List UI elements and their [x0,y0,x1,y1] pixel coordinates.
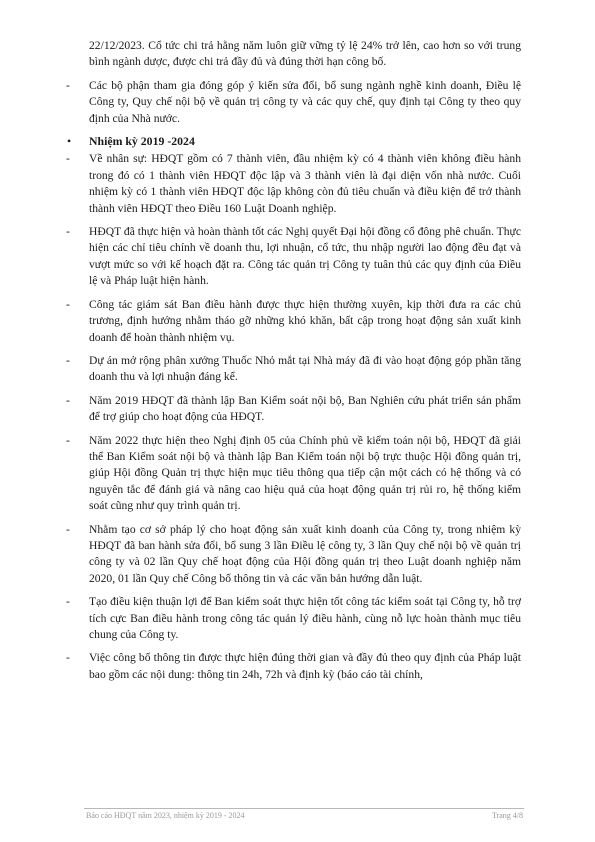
list-item-text: HĐQT đã thực hiện và hoàn thành tốt các Nghị quyết Đại hội đồng cổ đông phê chuẩn. Thực hiện các chỉ tiêu chính về doanh thu, lợi nhuận, cổ tức, thu nhập người lao động đều đạt và vượt mức so với kế hoạch đặt ra. Công tác quản trị Công ty tuân thủ các quy định của Điều lệ và Pháp luật hiện hành. [89,225,521,288]
list-item-text: Năm 2022 thực hiện theo Nghị định 05 của Chính phủ về kiểm toán nội bộ, HĐQT đã giải thể Ban Kiểm soát nội bộ và thành lập Ban Kiểm toán nội bộ trực thuộc Hội đồng quản trị, giúp Hội đồng Quản trị thực hiện mục tiêu thông qua tiếp cận một cách có hệ thống và có nguyên tắc để đánh giá và nâng cao hiệu quả của hoạt động quản trị rủi ro, hệ thống kiểm soát cũng như quy trình quản trị. [89,433,521,513]
list-item [66,224,521,290]
list-item [66,297,521,346]
list-item-text: Nhằm tạo cơ sở pháp lý cho hoạt động sản xuất kinh doanh của Công ty, trong nhiệm kỳ HĐQT đã ban hành sửa đổi, bổ sung 3 lần Điều lệ công ty, 3 lần Quy chế nội bộ về quản trị công ty và 02 lần Quy chế hoạt động của Hội đồng quản trị theo Luật doanh nghiệp năm 2020, 01 lần Quy chế Công bố thông tin và các văn bản hướng dẫn luật. [89,522,521,585]
section-heading [67,133,521,149]
dash-marker: - [66,152,70,166]
footer-divider [84,808,524,809]
document-body [66,38,521,683]
list-item [66,151,521,217]
list-item-text: Việc công bố thông tin được thực hiện đúng thời gian và đầy đủ theo quy định của Pháp luật bao gồm các nội dung: thông tin 24h, 72h và định kỳ (báo cáo tài chính, [89,651,521,681]
dash-marker: - [66,595,70,609]
list-item-text: Về nhân sự: HĐQT gồm có 7 thành viên, đầu nhiệm kỳ có 4 thành viên không điều hành trong đó có 1 thành viên HĐQT độc lập và 3 thành viên là đại diện vốn nhà nước. Cuối nhiệm kỳ có 1 thành viên HĐQT độc lập không còn đủ tiêu chuẩn và điều kiện để trở thành thành viên HĐQT theo Điều 160 Luật Doanh nghiệp. [89,152,521,215]
dash-marker: - [66,433,70,447]
dash-marker: - [66,393,70,407]
list-item [66,522,521,588]
bullet-marker: • [67,134,72,149]
dash-marker: - [66,297,70,311]
list-item [66,393,521,426]
list-item-text: Dự án mở rộng phân xưởng Thuốc Nhỏ mắt tại Nhà máy đã đi vào hoạt động góp phần tăng doanh thu và lợi nhuận đáng kể. [89,353,521,384]
list-item [66,650,521,683]
dash-marker: - [66,353,70,367]
dash-marker: - [66,225,70,239]
dash-marker: - [66,651,70,665]
list-item [66,78,521,127]
page-number: Trang 4/8 [491,811,523,820]
list-item-text: Tạo điều kiện thuận lợi để Ban kiểm soát thực hiện tốt công tác kiểm soát tại Công ty, hỗ trợ tích cực Ban điều hành trong công tác quản lý điều hành, cùng nỗ lực hoàn thành mục tiêu chung của Công ty. [89,595,521,641]
list-item-text: Năm 2019 HĐQT đã thành lập Ban Kiểm soát nội bộ, Ban Nghiên cứu phát triển sản phẩm để trợ giúp cho hoạt động của HĐQT. [89,393,521,424]
section-title: Nhiệm kỳ 2019 -2024 [89,134,195,149]
continuation-paragraph: 22/12/2023. Cổ tức chi trả hằng năm luôn giữ vững tỷ lệ 24% trở lên, cao hơn so với trung bình ngành dược, được chi trả đầy đủ và đúng thời hạn công bố. [89,39,521,69]
footer-title: Báo cáo HĐQT năm 2023, nhiệm kỳ 2019 - 2024 [86,811,245,820]
dash-marker: - [66,522,70,536]
list-item-text: Công tác giám sát Ban điều hành được thực hiện thường xuyên, kịp thời đưa ra các chủ trương, định hướng nhằm tháo gỡ những khó khăn, bất cập trong hoạt động sản xuất kinh doanh để hoàn thành nhiệm vụ. [89,297,521,344]
list-item [66,433,521,515]
list-item [66,594,521,643]
list-item-text: Các bộ phận tham gia đóng góp ý kiến sửa đổi, bổ sung ngành nghề kinh doanh, Điều lệ Công ty, Quy chế nội bộ về quản trị công ty và các quy chế, quy định tại Công ty theo quy định của Nhà nước. [89,78,521,125]
list-item [66,353,521,386]
dash-marker: - [66,78,70,92]
